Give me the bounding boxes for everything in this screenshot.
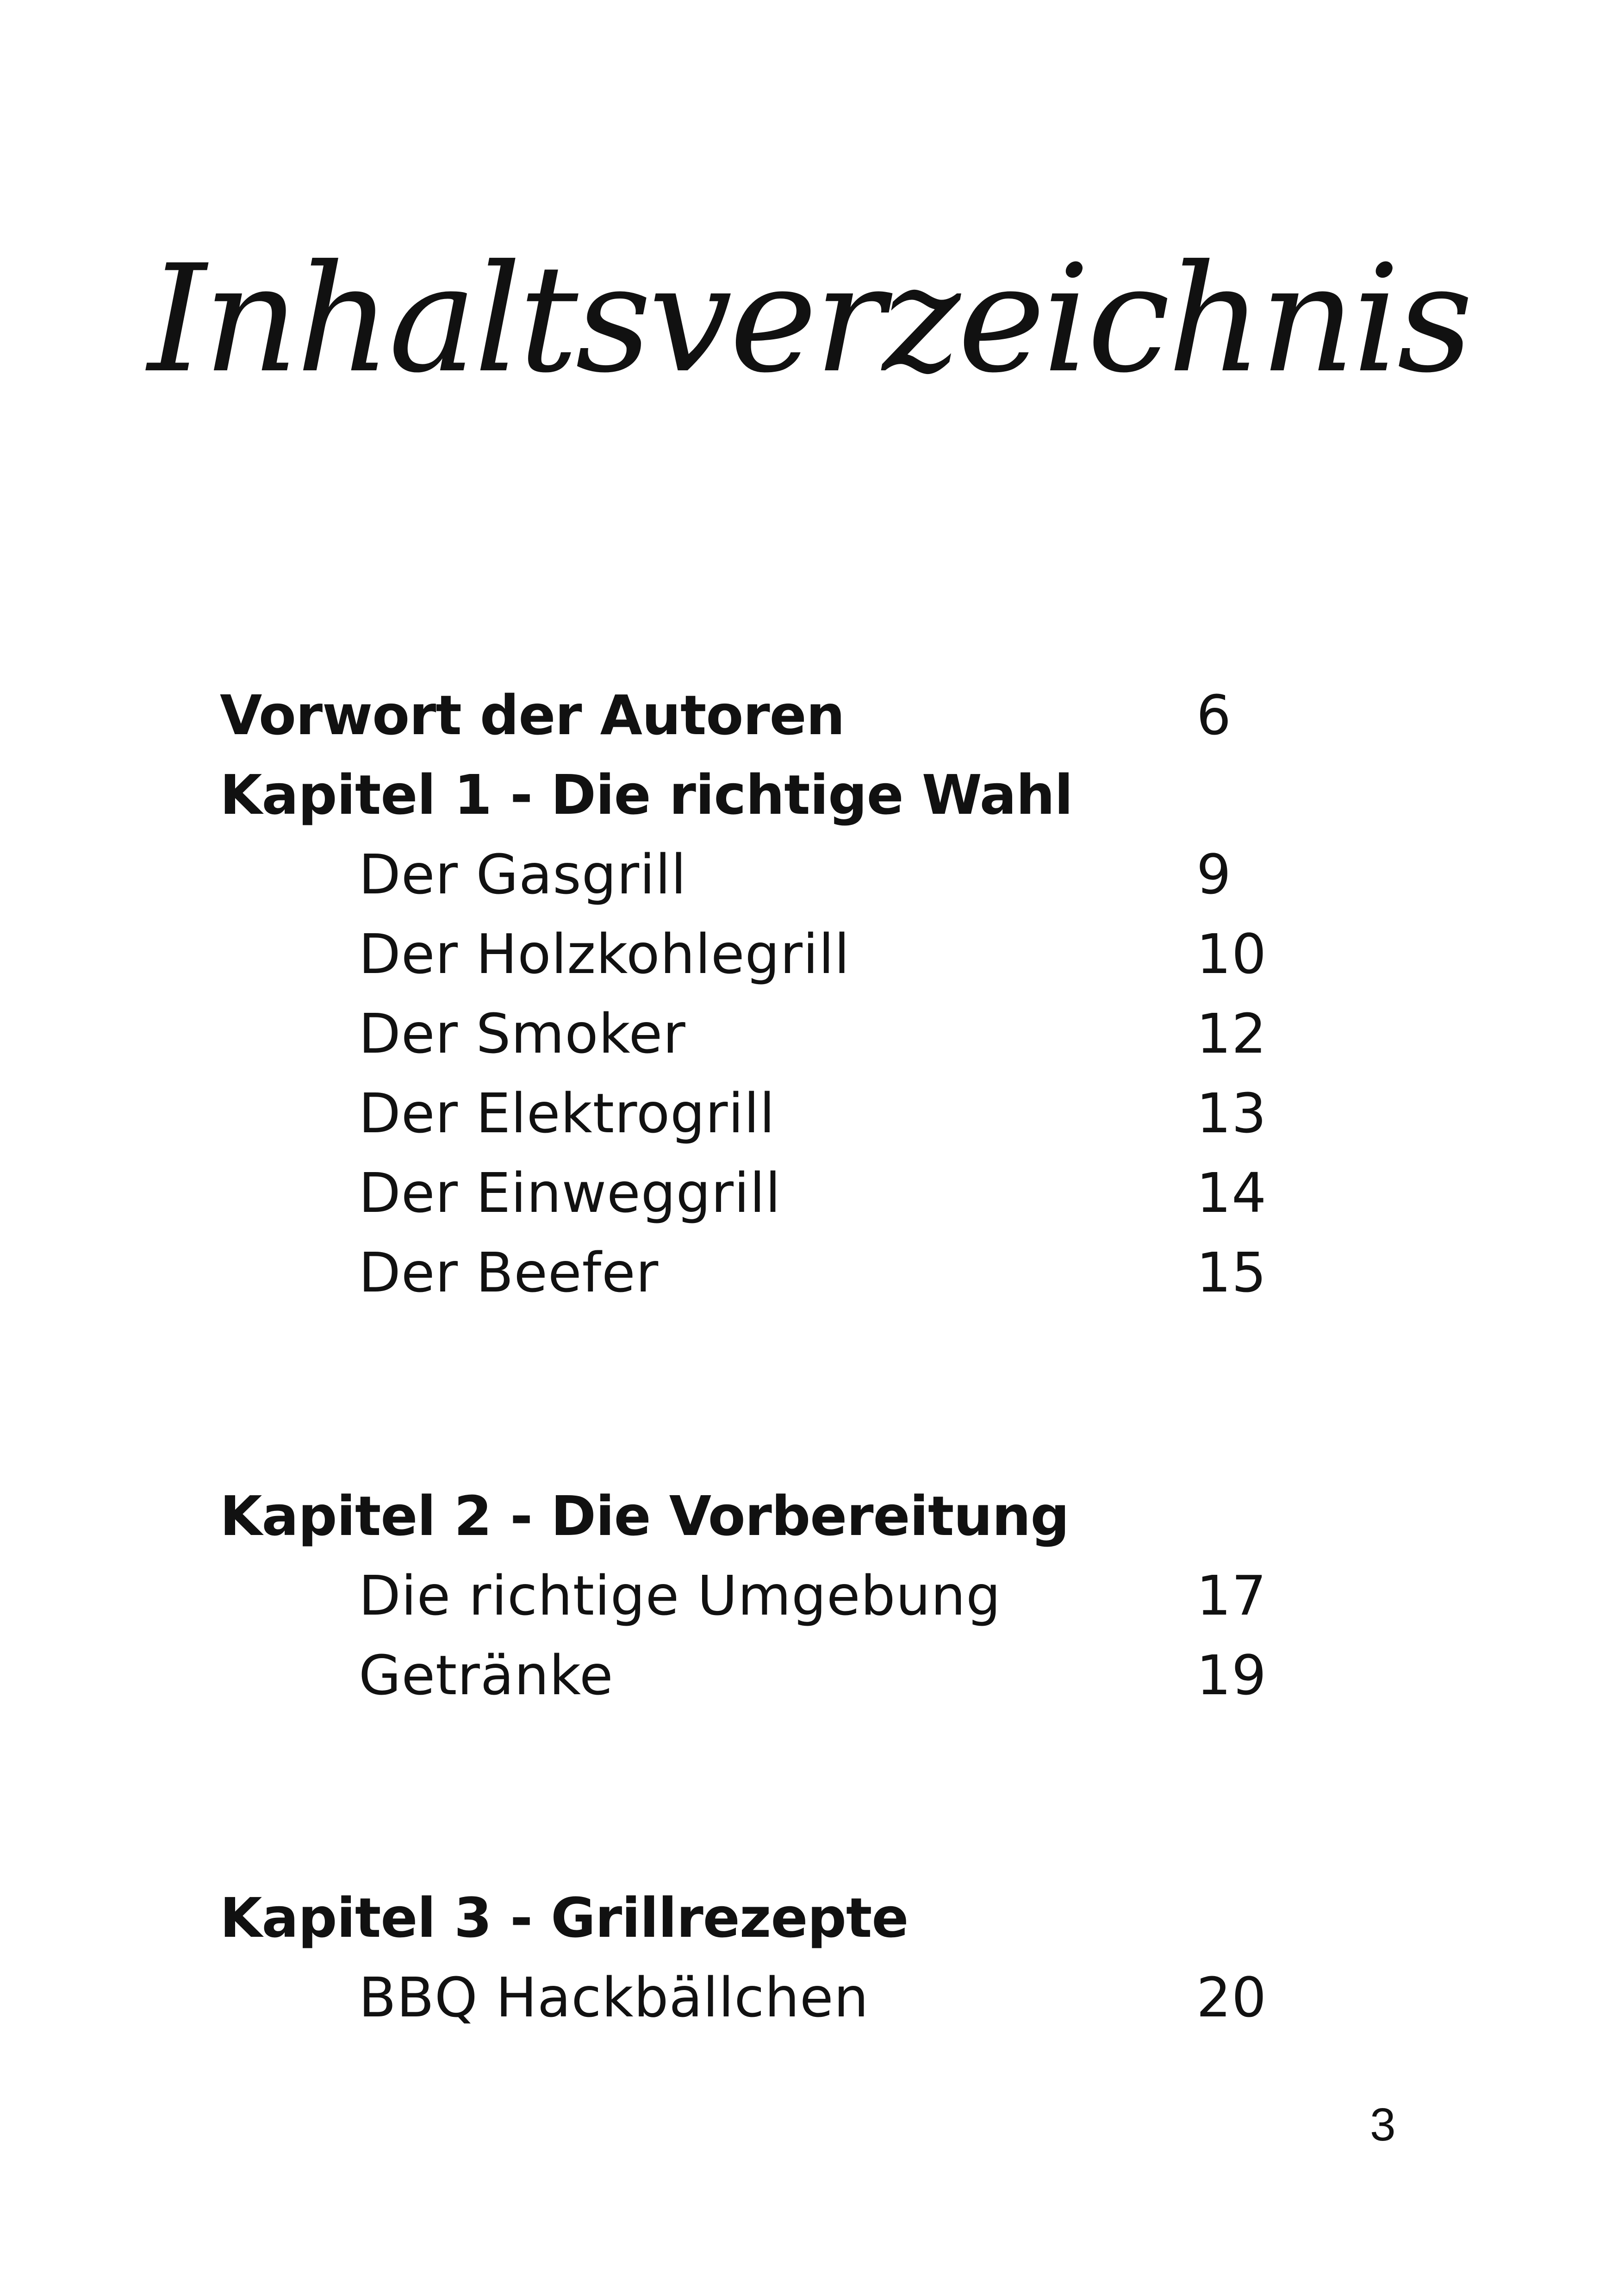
toc-entry-page: 12 bbox=[1196, 1002, 1267, 1066]
toc-entry-label: Die richtige Umgebung bbox=[359, 1564, 1001, 1628]
toc-entry-label: BBQ Hackbällchen bbox=[359, 1965, 869, 2029]
toc-entry-label: Der Holzkohlegrill bbox=[359, 922, 850, 986]
toc-entry-label: Kapitel 3 - Grillrezepte bbox=[220, 1886, 909, 1950]
toc-entry-elektrogrill bbox=[359, 1079, 1618, 1148]
toc-entry-label: Der Smoker bbox=[359, 1002, 686, 1066]
toc-chapter-2 bbox=[220, 1481, 1608, 1551]
toc-chapter-1 bbox=[220, 760, 1608, 830]
toc-entry-page: 19 bbox=[1196, 1643, 1267, 1707]
toc-entry-holzkohlegrill bbox=[359, 919, 1618, 989]
toc-entry-gasgrill bbox=[359, 840, 1618, 909]
toc-entry-label: Der Beefer bbox=[359, 1241, 659, 1304]
toc-entry-label: Kapitel 2 - Die Vorbereitung bbox=[220, 1484, 1069, 1548]
page-number: 3 bbox=[1370, 2099, 1396, 2151]
toc-entry-page: 17 bbox=[1196, 1564, 1267, 1628]
toc-entry-label: Getränke bbox=[359, 1643, 614, 1707]
toc-entry-hackbaellchen bbox=[359, 1963, 1618, 2032]
toc-entry-page: 20 bbox=[1196, 1965, 1267, 2029]
toc-entry-beefer bbox=[359, 1238, 1618, 1307]
toc-entry-page: 10 bbox=[1196, 922, 1267, 986]
toc-entry-label: Vorwort der Autoren bbox=[220, 683, 845, 747]
toc-entry-page: 13 bbox=[1196, 1081, 1267, 1145]
toc-entry-einweggrill bbox=[359, 1158, 1618, 1228]
toc-entry-label: Der Gasgrill bbox=[359, 842, 687, 906]
toc-entry-getraenke bbox=[359, 1641, 1618, 1710]
toc-entry-page: 9 bbox=[1196, 842, 1232, 906]
page-title: Inhaltsverzeichnis bbox=[148, 233, 1470, 406]
toc-entry-label: Kapitel 1 - Die richtige Wahl bbox=[220, 763, 1073, 827]
toc-entry-page: 15 bbox=[1196, 1241, 1267, 1304]
toc-entry-page: 6 bbox=[1196, 683, 1231, 747]
toc-entry-label: Der Elektrogrill bbox=[359, 1081, 775, 1145]
toc-entry-umgebung bbox=[359, 1561, 1618, 1630]
toc-entry-smoker bbox=[359, 999, 1618, 1068]
toc-entry-page: 14 bbox=[1196, 1161, 1267, 1225]
toc-entry-vorwort bbox=[220, 680, 1608, 750]
toc-entry-label: Der Einweggrill bbox=[359, 1161, 781, 1225]
toc-chapter-3 bbox=[220, 1883, 1608, 1953]
